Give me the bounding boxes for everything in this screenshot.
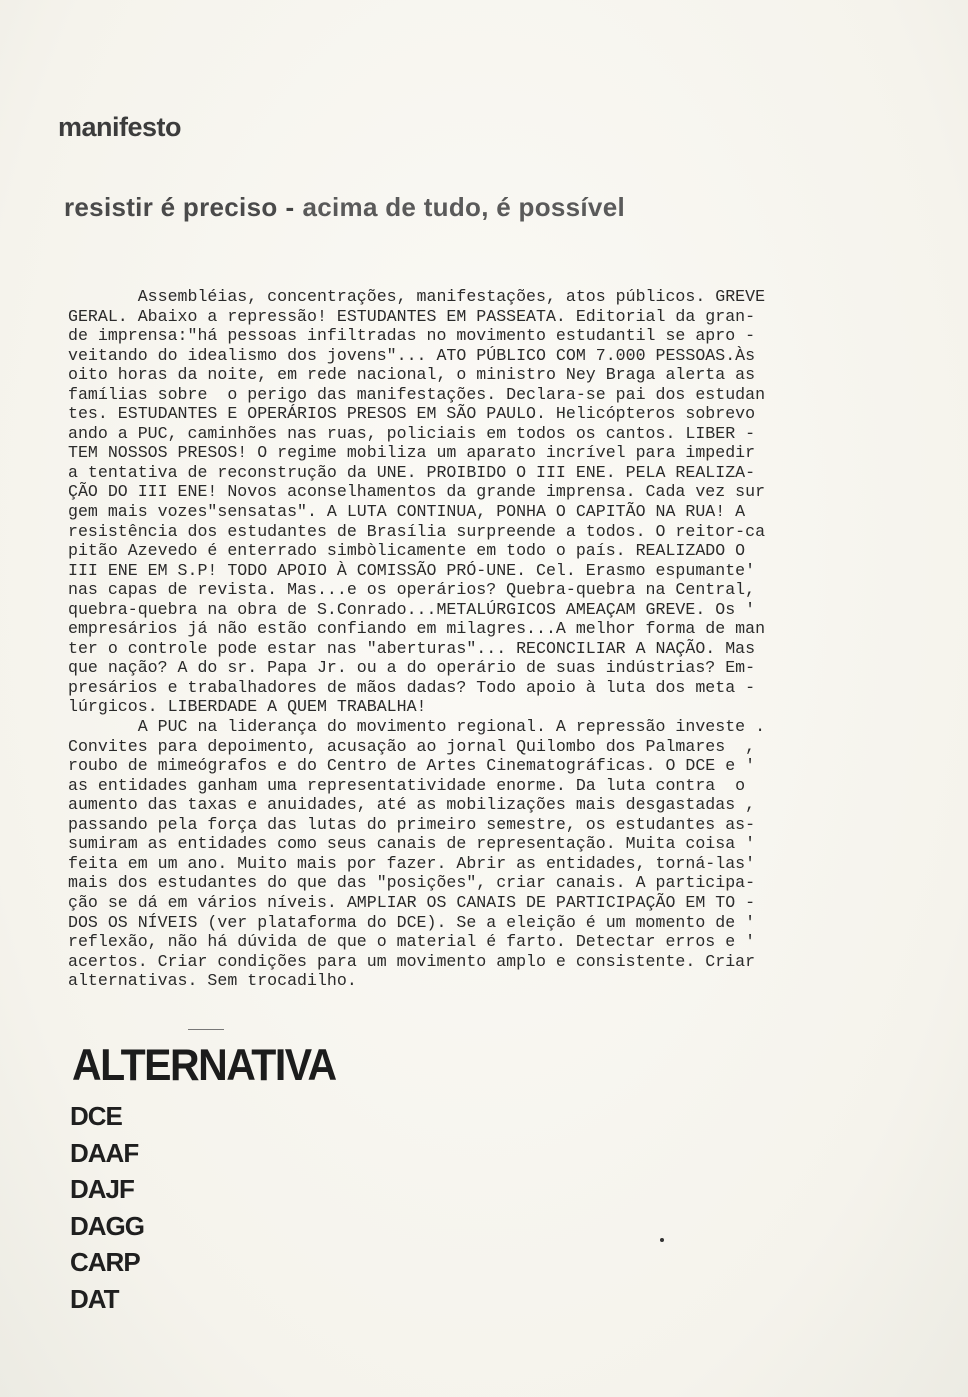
body-line: sumiram as entidades como seus canais de representação. Muita coisa ' <box>68 834 756 854</box>
body-line: famílias sobre o perigo das manifestações. Declara-se pai dos estudan <box>68 384 766 404</box>
body-line: TEM NOSSOS PRESOS! O regime mobiliza um aparato incrível para impedir <box>68 443 756 463</box>
body-line: que nação? A do sr. Papa Jr. ou a do operário de suas indústrias? Em- <box>68 658 756 678</box>
body-line: presários e trabalhadores de mãos dadas? Todo apoio à luta dos meta - <box>68 677 756 697</box>
body-line: ção se dá em vários níveis. AMPLIAR OS CANAIS DE PARTICIPAÇÃO EM TO - <box>68 892 756 912</box>
body-line: tes. ESTUDANTES E OPERÁRIOS PRESOS EM SÃO PAULO. Helicópteros sobrevo <box>68 404 756 424</box>
body-line: DOS OS NÍVEIS (ver plataforma do DCE). Se a eleição é um momento de ' <box>68 912 756 932</box>
entity-item: CARP <box>70 1247 140 1277</box>
body-line: veitando do idealismo dos jovens"... ATO PÚBLICO COM 7.000 PESSOAS.Às <box>68 345 756 365</box>
body-line: a tentativa de reconstrução da UNE. PROIBIDO O III ENE. PELA REALIZA- <box>68 462 756 482</box>
body-line: Assembléias, concentrações, manifestações, atos públicos. GREVE <box>68 287 766 306</box>
headline-part-1: resistir é preciso <box>64 192 278 222</box>
body-line: resistência dos estudantes de Brasília surpreende a todos. O reitor-ca <box>68 521 766 541</box>
body-line: mais dos estudantes do que das "posições", criar canais. A participa- <box>68 873 756 893</box>
body-line: quebra-quebra na obra de S.Conrado...METALÚRGICOS AMEAÇAM GREVE. Os ' <box>68 599 756 619</box>
body-line: aumento das taxas e anuidades, até as mobilizações mais desgastadas , <box>68 795 756 815</box>
entity-item: DCE <box>70 1101 122 1131</box>
body-line: gem mais vozes"sensatas". A LUTA CONTINUA, PONHA O CAPITÃO NA RUA! A <box>68 502 746 522</box>
body-line: pitão Azevedo é enterrado simbòlicamente em todo o país. REALIZADO O <box>68 541 746 561</box>
body-line: feita em um ano. Muito mais por fazer. Abrir as entidades, torná-las' <box>68 853 756 873</box>
body-line: GERAL. Abaixo a repressão! ESTUDANTES EM PASSEATA. Editorial da gran- <box>68 306 756 326</box>
body-line: de imprensa:"há pessoas infiltradas no movimento estudantil se apro - <box>68 326 756 346</box>
slate-title: ALTERNATIVA <box>72 1040 336 1090</box>
manifesto-body <box>68 287 888 991</box>
headline-part-2: acima de tudo, é possível <box>302 192 625 222</box>
body-line: ter o controle pode estar nas "aberturas"... RECONCILIAR A NAÇÃO. Mas <box>68 638 756 658</box>
entity-item: DAGG <box>70 1210 144 1241</box>
entity-item: DAAF <box>70 1137 139 1168</box>
body-line: ÇÃO DO III ENE! Novos aconselhamentos da grande imprensa. Cada vez sur <box>68 482 766 502</box>
body-line: lúrgicos. LIBERDADE A QUEM TRABALHA! <box>68 697 427 717</box>
body-line: passando pela força das lutas do primeiro semestre, os estudantes as- <box>68 814 756 834</box>
body-line: nas capas de revista. Mas...e os operários? Quebra-quebra na Central, <box>68 580 756 600</box>
body-line: oito horas da noite, em rede nacional, o ministro Ney Braga alerta as <box>68 365 756 385</box>
body-line: roubo de mimeógrafos e do Centro de Artes Cinematográficas. O DCE e ' <box>68 756 756 776</box>
body-line: as entidades ganham uma representatividade enorme. Da luta contra o <box>68 775 746 795</box>
body-line: ando a PUC, caminhões nas ruas, policiais em todos os cantos. LIBER - <box>68 423 756 443</box>
body-line: alternativas. Sem trocadilho. <box>68 971 357 991</box>
headline-dash: - <box>285 192 295 222</box>
body-line: reflexão, não há dúvida de que o material é farto. Detectar erros e ' <box>68 932 756 952</box>
body-line: Convites para depoimento, acusação ao jornal Quilombo dos Palmares , <box>68 736 756 756</box>
entity-item: DAJF <box>70 1174 134 1204</box>
ink-speck <box>660 1238 664 1242</box>
headline <box>64 192 625 223</box>
kicker-manifesto: manifesto <box>58 112 182 142</box>
body-line: empresários já não estão confiando em milagres...A melhor forma de man <box>68 619 766 639</box>
body-line: III ENE EM S.P! TODO APOIO À COMISSÃO PRÓ-UNE. Cel. Erasmo espumante' <box>68 560 756 580</box>
divider-rule <box>188 1029 224 1030</box>
entity-list <box>70 1098 144 1317</box>
body-line: acertos. Criar condições para um movimento amplo e consistente. Criar <box>68 951 756 971</box>
entity-item: DAT <box>70 1283 119 1314</box>
body-line: A PUC na liderança do movimento regional. A repressão investe . <box>68 717 766 737</box>
